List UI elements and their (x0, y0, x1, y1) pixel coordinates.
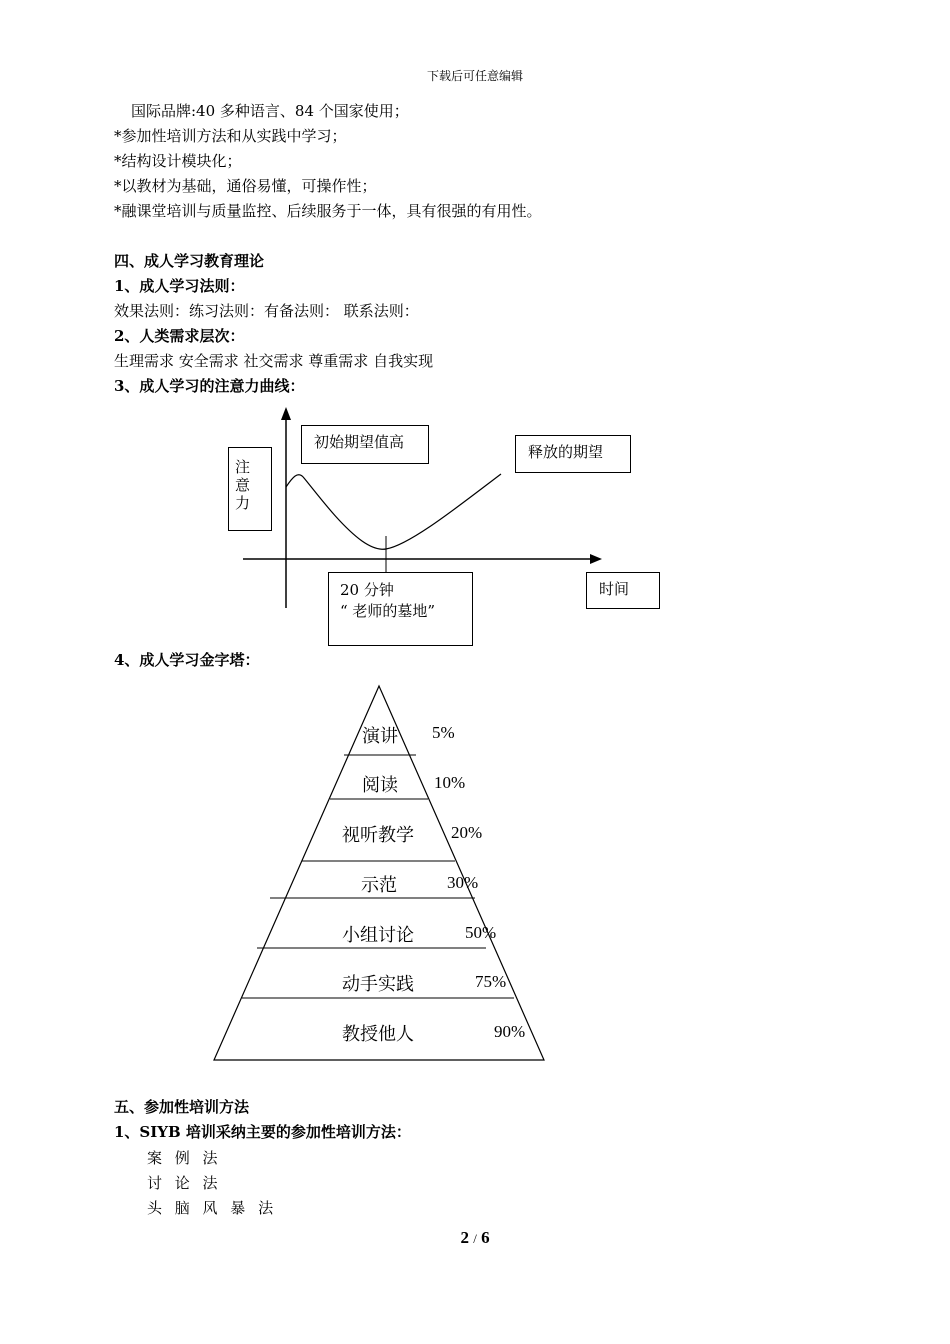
pyramid-pct-2: 10% (434, 773, 466, 792)
bullet-4: *融课堂培训与质量监控、后续服务于一体，具有很强的有用性。 (114, 202, 542, 220)
trough-line-2: “ 老师的墓地” (340, 602, 436, 620)
method-case-study: 案 例 法 (147, 1149, 222, 1167)
pyramid-pct-1: 5% (432, 723, 455, 742)
method-discussion: 讨 论 法 (147, 1174, 222, 1192)
section5-sub1: 1、SIYB 培训采纳主要的参加性培训方法： (114, 1123, 411, 1141)
trough-line-1: 20 分钟 (340, 581, 394, 599)
pyramid-label-3: 视听教学 (342, 825, 414, 846)
x-axis-arrow (590, 554, 602, 564)
pyramid-pct-6: 75% (475, 972, 507, 991)
section4-sub3: 3、成人学习的注意力曲线： (114, 377, 305, 395)
bullet-2: *结构设计模块化； (114, 152, 242, 170)
y-axis-label-box (228, 447, 272, 531)
pyramid-pct-3: 20% (451, 823, 483, 842)
section4-sub2: 2、人类需求层次： (114, 327, 245, 345)
initial-expectation-label: 初始期望值高 (314, 433, 405, 451)
pyramid-label-1: 演讲 (362, 726, 398, 747)
pyramid-label-6: 动手实践 (342, 974, 414, 995)
page-separator: / (473, 1231, 477, 1246)
pyramid-label-4: 示范 (361, 875, 397, 896)
pyramid-pct-4: 30% (447, 873, 479, 892)
section4-sub1: 1、成人学习法则： (114, 277, 245, 295)
needs-hierarchy: 生理需求 安全需求 社交需求 尊重需求 自我实现 (114, 352, 434, 370)
method-brainstorm: 头 脑 风 暴 法 (147, 1199, 278, 1217)
pyramid-label-2: 阅读 (362, 775, 398, 796)
bullet-3: *以教材为基础，通俗易懂，可操作性； (114, 177, 377, 195)
pyramid-label-5: 小组讨论 (342, 925, 414, 946)
trough-box (328, 572, 473, 646)
y-axis-arrow (281, 407, 291, 420)
attention-curve (286, 474, 501, 549)
page-number (0, 1228, 950, 1248)
section5-title: 五、参加性培训方法 (114, 1098, 250, 1116)
pyramid-label-7: 教授他人 (342, 1024, 414, 1045)
brand-line: 国际品牌:40 多种语言、84 个国家使用； (131, 102, 409, 120)
page-total: 6 (481, 1228, 490, 1247)
pyramid-pct-5: 50% (465, 923, 497, 942)
section4-sub4: 4、成人学习金字塔： (114, 651, 260, 669)
page-current: 2 (460, 1228, 469, 1247)
x-axis-label: 时间 (599, 580, 630, 598)
release-expectation-label: 释放的期望 (528, 443, 604, 461)
bullet-1: *参加性培训方法和从实践中学习； (114, 127, 347, 145)
initial-expectation-box (301, 425, 429, 464)
section4-title: 四、成人学习教育理论 (114, 252, 265, 270)
y-axis-label: 注意力 (235, 458, 251, 512)
page-header: 下载后可任意编辑 (426, 69, 523, 83)
release-expectation-box (515, 435, 631, 473)
learning-laws: 效果法则：练习法则：有备法则： 联系法则： (114, 302, 419, 320)
pyramid-pct-7: 90% (494, 1022, 526, 1041)
x-axis-label-box (586, 572, 660, 609)
